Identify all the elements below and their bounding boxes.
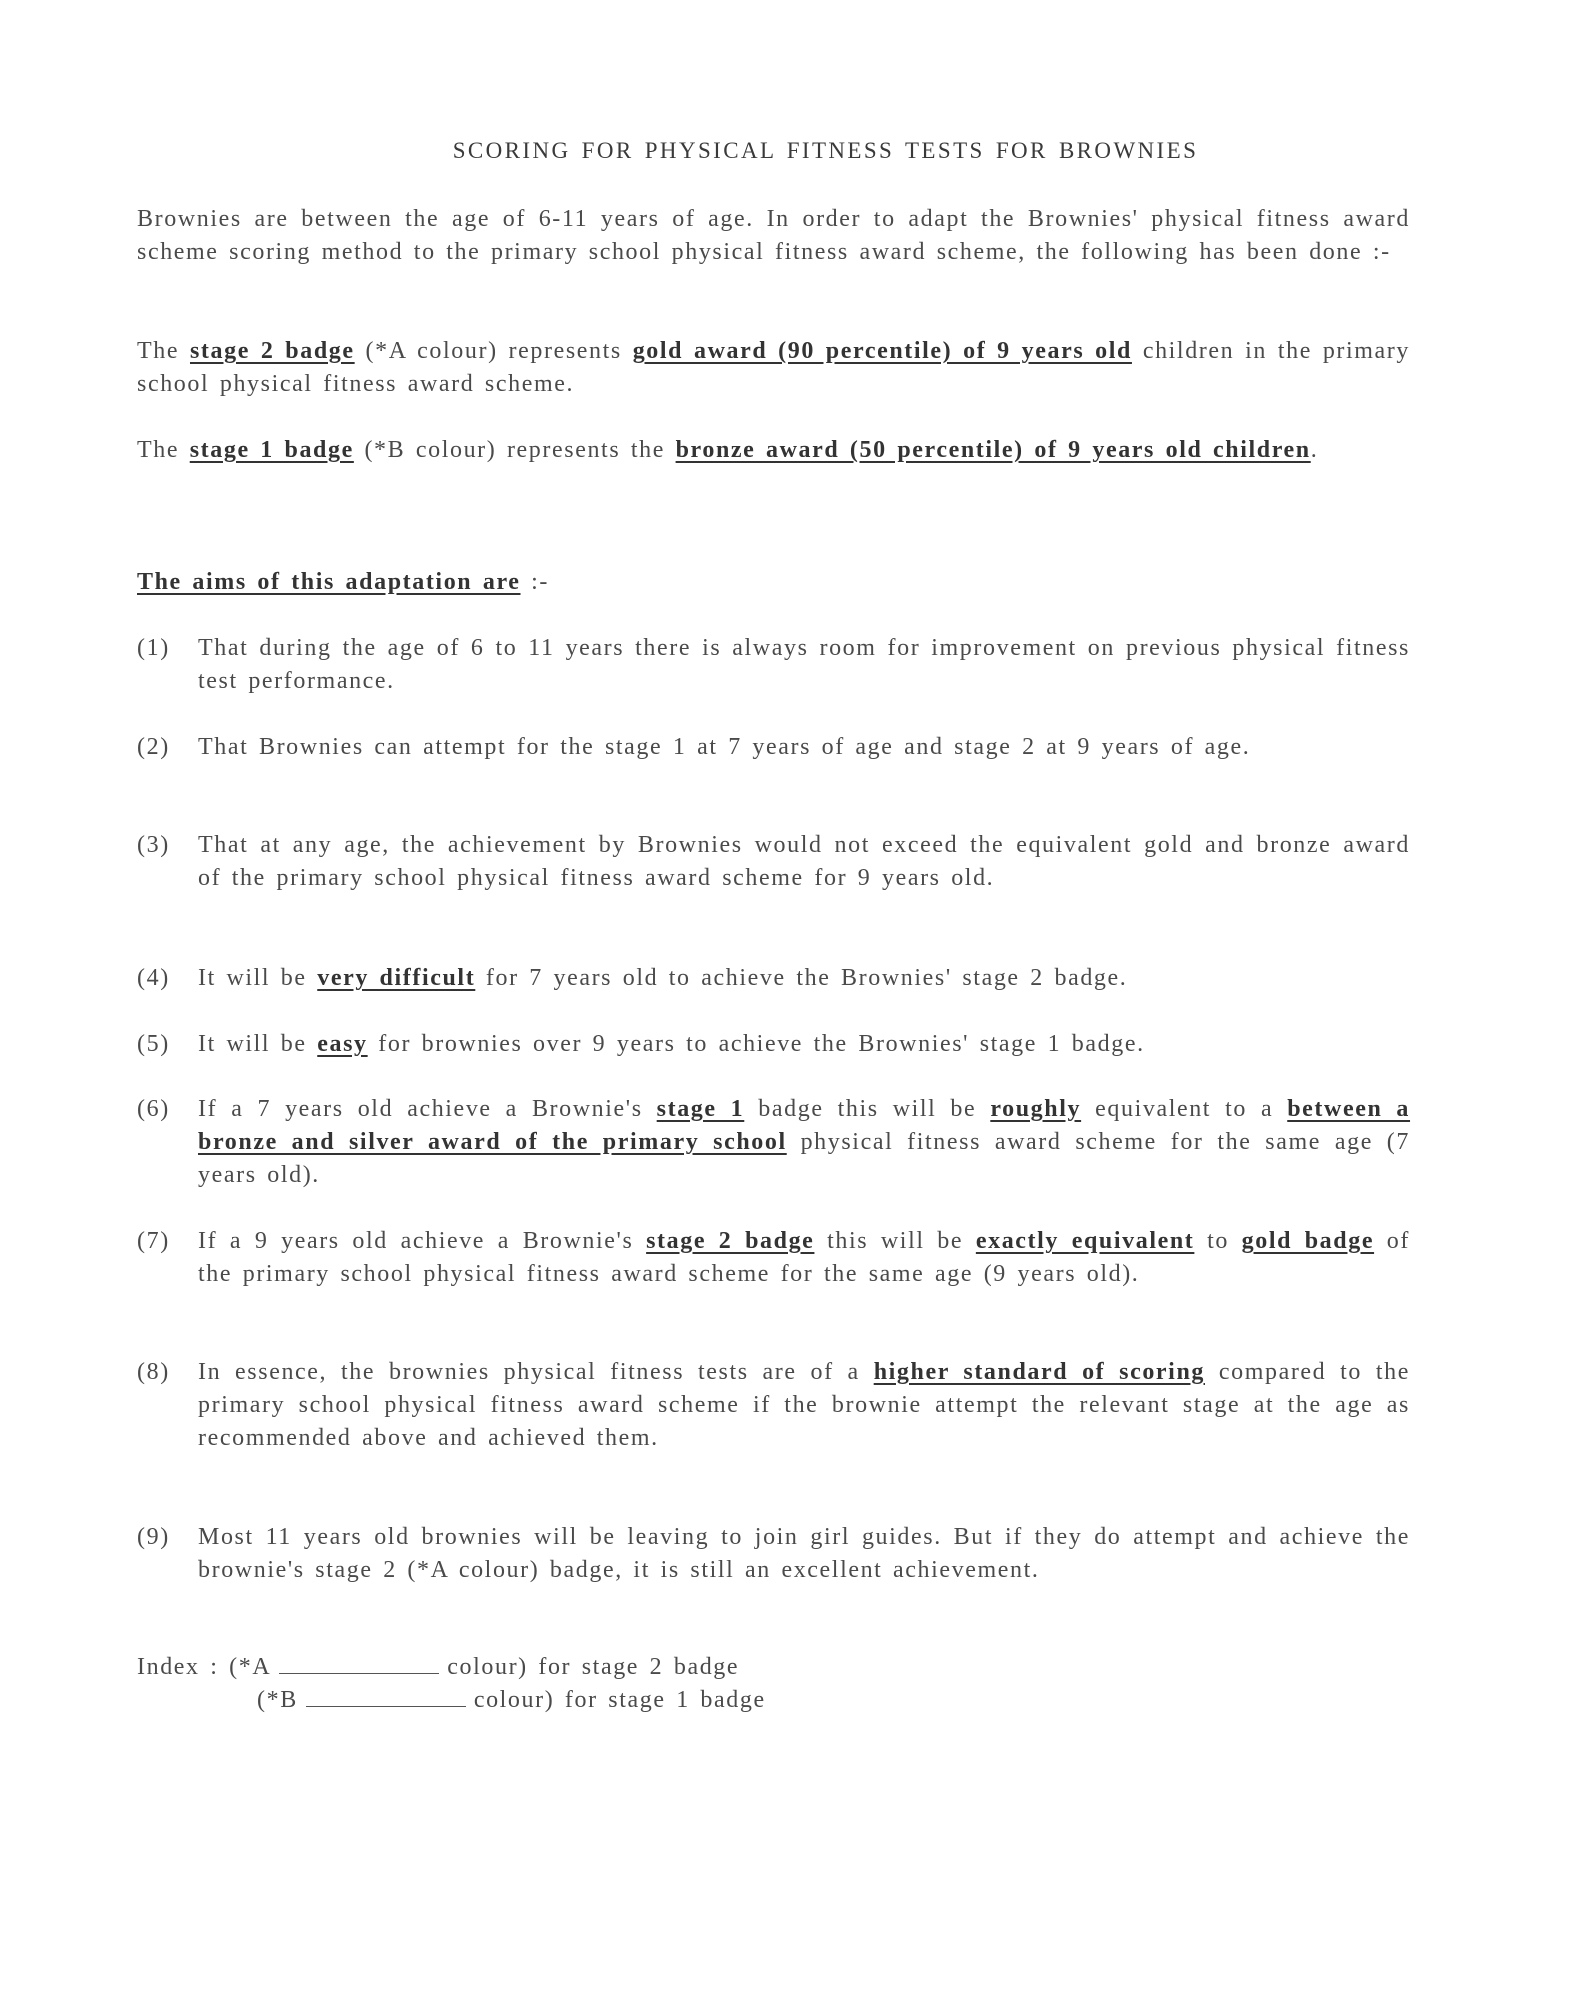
list-item — [137, 632, 1410, 698]
item-number: (6) — [137, 1096, 170, 1122]
aims-heading-suffix: :- — [520, 569, 549, 595]
underlined-text: stage 2 badge — [646, 1228, 815, 1254]
list-item — [137, 1521, 1410, 1587]
text-segment: to — [1194, 1228, 1242, 1254]
index-row-a — [137, 1651, 739, 1684]
text-segment: If a 9 years old achieve a Brownie's — [198, 1228, 647, 1254]
text-segment: (*A colour) represents — [354, 338, 633, 364]
text-segment: That Brownies can attempt for the stage 1 at 7 years of age and stage 2 at 9 years of age. — [198, 734, 1251, 760]
index-row-b — [257, 1684, 766, 1717]
underlined-text: roughly — [990, 1096, 1082, 1122]
underlined-text: stage 1 badge — [189, 437, 354, 463]
item-number: (9) — [137, 1524, 170, 1550]
stage1-paragraph — [137, 434, 1410, 467]
list-item — [137, 731, 1410, 764]
underlined-text: exactly equivalent — [975, 1228, 1195, 1254]
underlined-text: gold award (90 percentile) of 9 years old — [632, 338, 1132, 364]
aims-heading-text: The aims of this adaptation are — [137, 569, 521, 595]
item-text — [198, 1028, 1410, 1061]
text-segment: The — [137, 437, 190, 463]
intro-paragraph — [137, 203, 1410, 269]
text-segment: children in the primary school physical fitness award scheme. — [137, 338, 1410, 397]
item-number: (3) — [137, 832, 170, 858]
underlined-text: gold badge — [1241, 1228, 1375, 1254]
text-segment: for 7 years old to achieve the Brownies' stage 2 badge. — [475, 965, 1128, 991]
item-text — [198, 1093, 1410, 1192]
text-segment: . — [1310, 437, 1319, 463]
item-text — [198, 731, 1410, 764]
text-segment: badge this will be — [744, 1096, 991, 1122]
item-number: (4) — [137, 965, 170, 991]
stage2-paragraph — [137, 335, 1410, 401]
list-item — [137, 1356, 1410, 1455]
list-item — [137, 829, 1410, 895]
text-segment: (*B colour) represents the — [353, 437, 676, 463]
text-segment: If a 7 years old achieve a Brownie's — [198, 1096, 657, 1122]
text-segment: It will be — [198, 965, 318, 991]
index-label: Index : — [137, 1654, 230, 1680]
underlined-text: higher standard of scoring — [873, 1359, 1205, 1385]
text-segment: Most 11 years old brownies will be leaving to join girl guides. But if they do attempt and achieve the brownie's stage 2 (*A colour) badge, it is still an excellent achievement. — [198, 1524, 1410, 1583]
underlined-text: stage 1 — [656, 1096, 745, 1122]
item-text — [198, 1521, 1410, 1587]
item-text — [198, 632, 1410, 698]
text-segment: It will be — [198, 1031, 318, 1057]
colour-blank-b[interactable] — [306, 1684, 466, 1707]
text-segment: That during the age of 6 to 11 years there is always room for improvement on previous physical fitness test performance. — [198, 635, 1410, 694]
underlined-text: between a bronze and silver award of the primary school — [198, 1096, 1411, 1155]
text-segment: Brownies are between the age of 6-11 years of age. In order to adapt the Brownies' physical fitness award scheme scoring method to the primary school physical fitness award scheme, the following has been done :- — [137, 206, 1410, 265]
index-b-suffix: colour) for stage 1 badge — [473, 1687, 766, 1713]
text-segment: In essence, the brownies physical fitness tests are of a — [198, 1359, 874, 1385]
item-number: (7) — [137, 1228, 170, 1254]
item-text — [198, 962, 1410, 995]
list-item — [137, 962, 1410, 995]
underlined-text: stage 2 badge — [189, 338, 355, 364]
item-text — [198, 1225, 1410, 1291]
item-text — [198, 1356, 1410, 1455]
page-title: SCORING FOR PHYSICAL FITNESS TESTS FOR BROWNIES — [452, 138, 1199, 163]
list-item — [137, 1225, 1410, 1291]
aims-heading — [137, 566, 1410, 599]
item-text — [198, 829, 1410, 895]
text-segment: That at any age, the achievement by Brownies would not exceed the equivalent gold and bronze award of the primary school physical fitness award scheme for 9 years old. — [198, 832, 1410, 891]
underlined-text: very difficult — [317, 965, 476, 991]
text-segment: The — [137, 338, 190, 364]
text-segment: compared to the primary school physical fitness award scheme if the brownie attempt the relevant stage at the age as recommended above and achieved them. — [198, 1359, 1410, 1451]
item-number: (2) — [137, 734, 170, 760]
text-segment: this will be — [814, 1228, 976, 1254]
text-segment: equivalent to a — [1081, 1096, 1288, 1122]
text-segment: physical fitness award scheme for the same age (7 years old). — [198, 1129, 1410, 1188]
underlined-text: bronze award (50 percentile) of 9 years old children — [675, 437, 1311, 463]
index-a-suffix: colour) for stage 2 badge — [447, 1654, 740, 1680]
text-segment: for brownies over 9 years to achieve the Brownies' stage 1 badge. — [367, 1031, 1145, 1057]
list-item — [137, 1093, 1410, 1192]
text-segment: of the primary school physical fitness award scheme for the same age (9 years old). — [198, 1228, 1410, 1287]
underlined-text: easy — [317, 1031, 368, 1057]
item-number: (8) — [137, 1359, 170, 1385]
list-item — [137, 1028, 1410, 1061]
index-b-prefix: (*B — [257, 1687, 298, 1713]
item-number: (1) — [137, 635, 170, 661]
item-number: (5) — [137, 1031, 170, 1057]
index-a-prefix: (*A — [229, 1654, 272, 1680]
colour-blank-a[interactable] — [279, 1651, 439, 1674]
